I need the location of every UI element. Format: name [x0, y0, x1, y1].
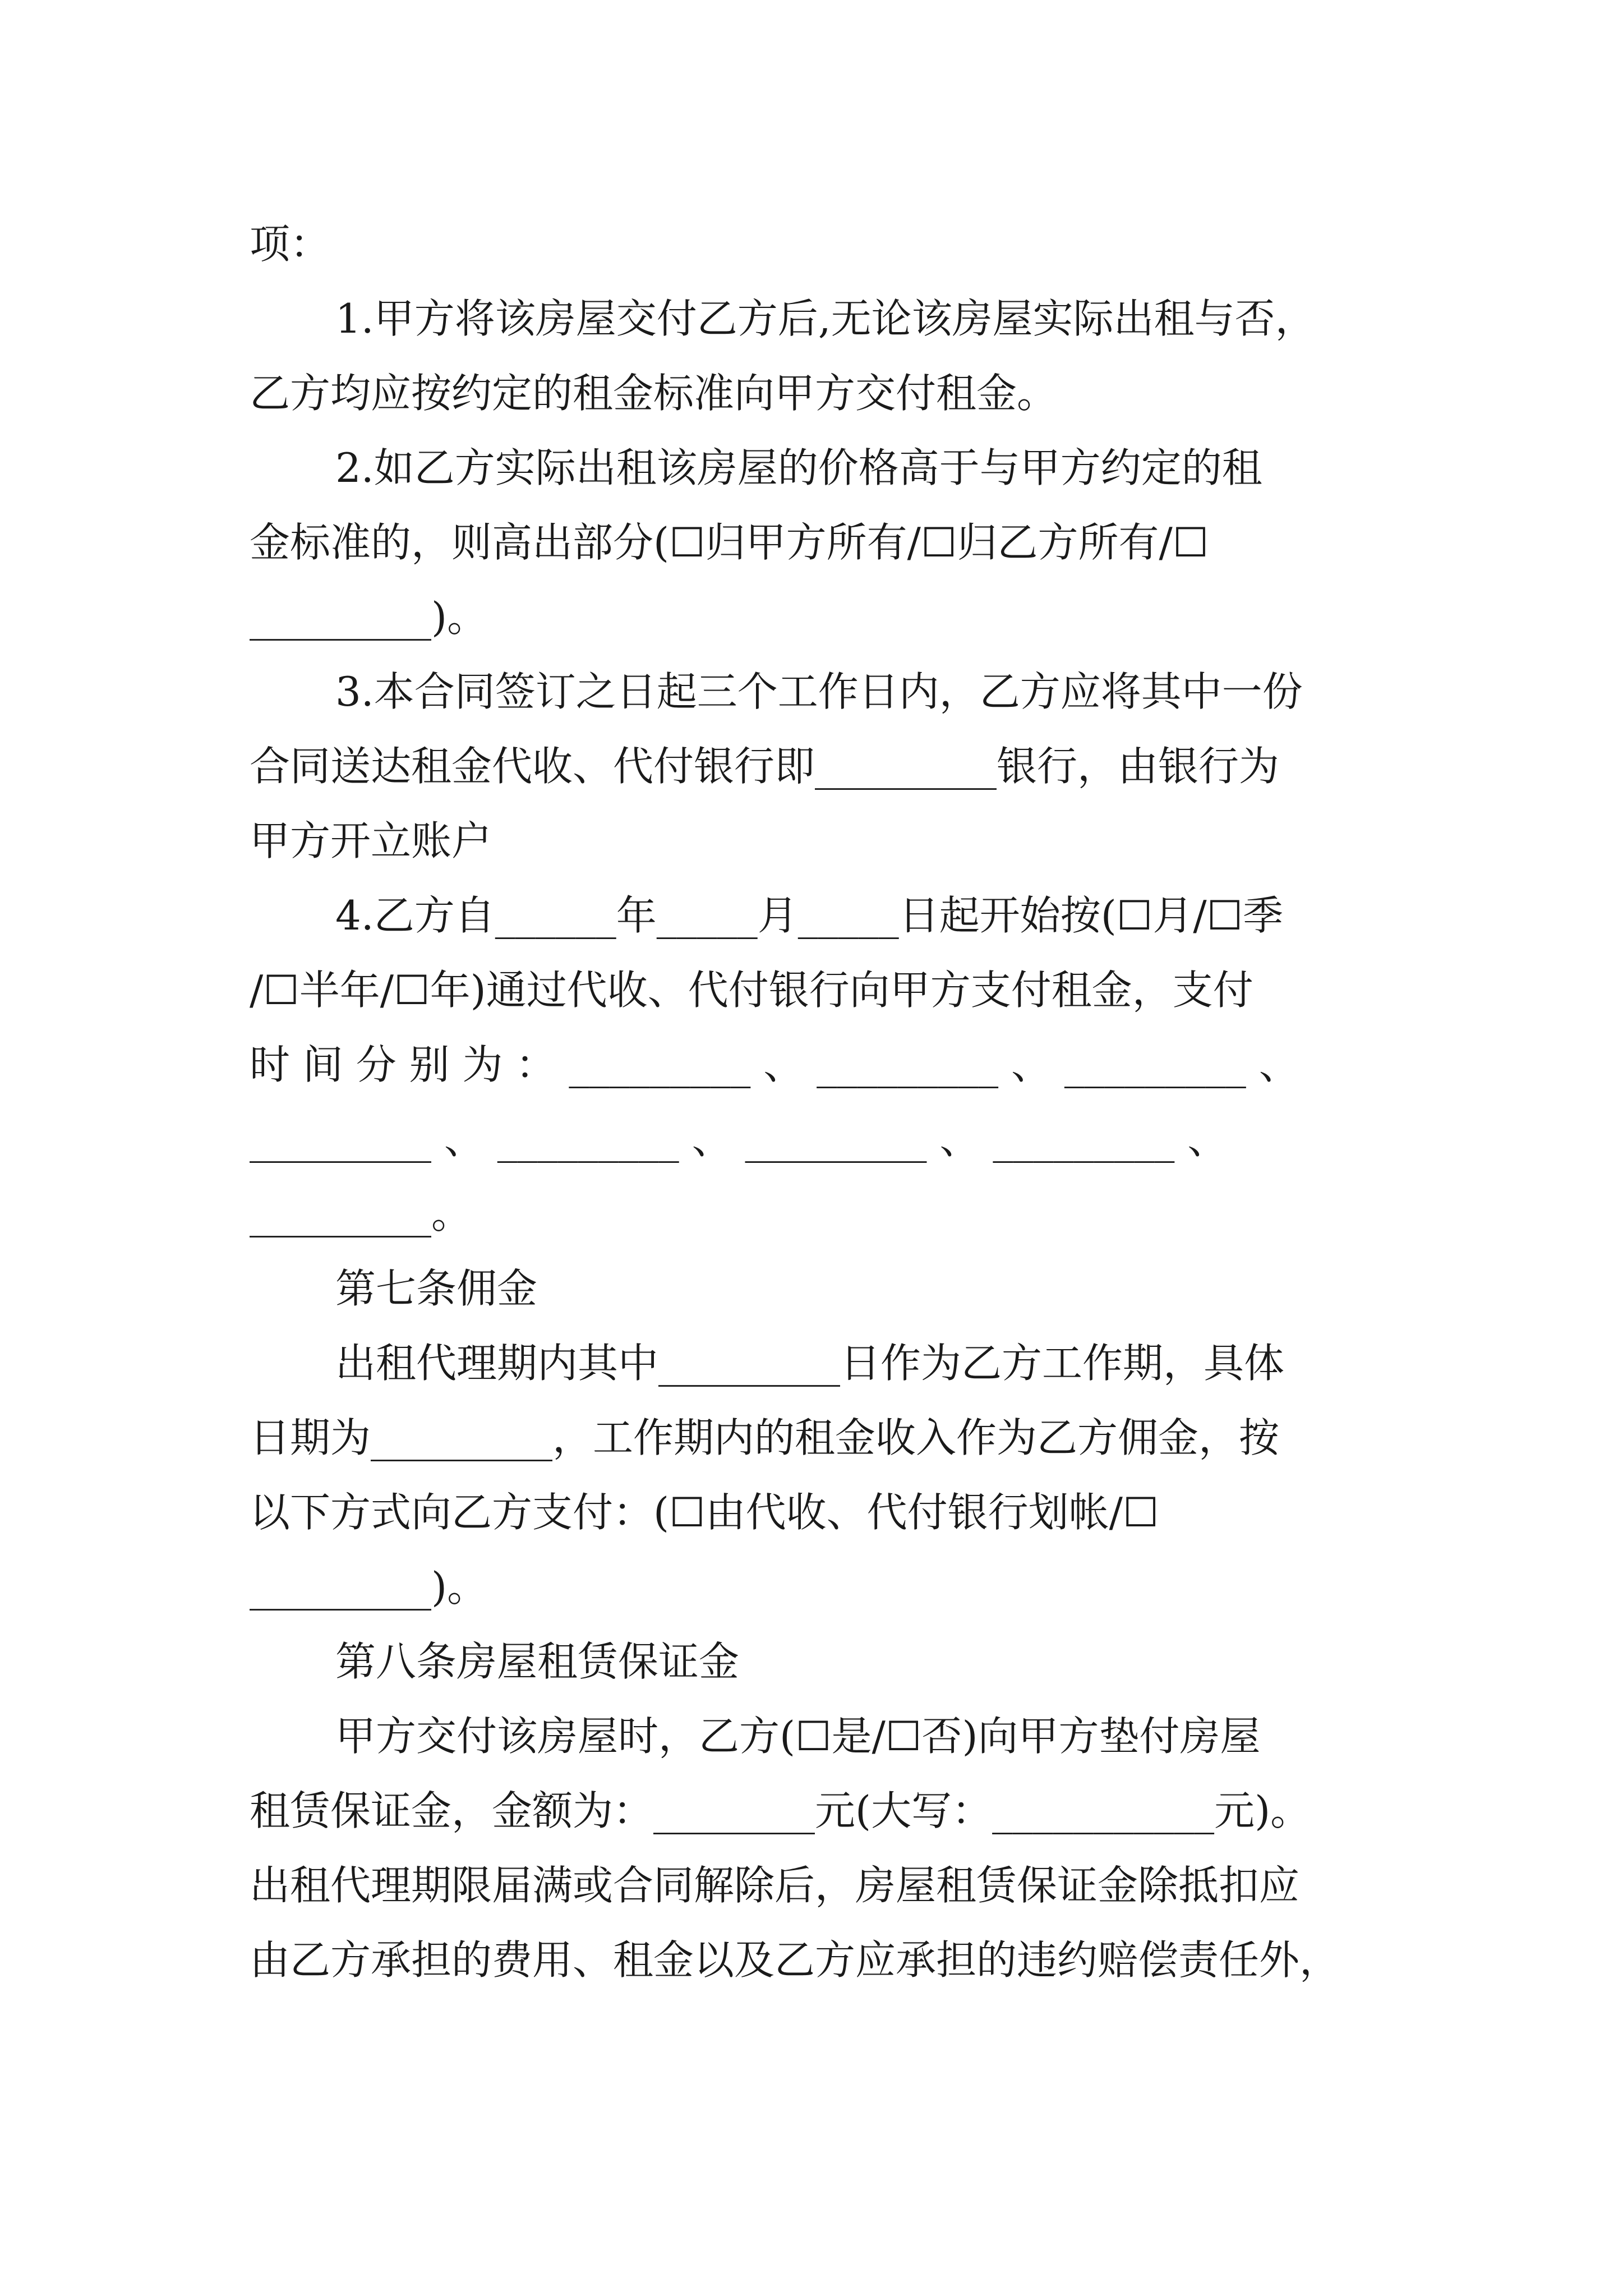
text-line: 甲方交付该房屋时，乙方(☐是/☐否)向甲方垫付房屋	[335, 1713, 1261, 1760]
section-heading: 第七条佣金	[335, 1265, 538, 1312]
text-line: _________)。	[250, 1563, 488, 1611]
text-line: 2.如乙方实际出租该房屋的价格高于与甲方约定的租	[335, 444, 1262, 491]
section-heading: 第八条房屋租赁保证金	[335, 1638, 740, 1685]
text-line: 金标准的，则高出部分(☐归甲方所有/☐归乙方所有/☐	[250, 519, 1209, 566]
text-line: 3.本合同签订之日起三个工作日内，乙方应将其中一份	[335, 668, 1303, 715]
text-line: 甲方开立账户	[250, 817, 492, 864]
text-line: 乙方均应按约定的租金标准向甲方交付租金。	[250, 370, 1058, 417]
text-line: 租赁保证金，金额为：________元(大写：___________元)。	[250, 1787, 1311, 1834]
text-line: 以下方式向乙方支付：(☐由代收、代付银行划帐/☐	[250, 1489, 1159, 1536]
text-line: 4.乙方自______年_____月_____日起开始按(☐月/☐季	[335, 892, 1284, 939]
text-line: 日期为_________，工作期内的租金收入作为乙方佣金，按	[250, 1414, 1280, 1461]
text-line: 项：	[250, 220, 331, 268]
text-line: 1.甲方将该房屋交付乙方后,无论该房屋实际出租与否，	[335, 295, 1316, 342]
text-line: 合同送达租金代收、代付银行即_________银行，由银行为	[250, 743, 1280, 790]
text-line: 时 间 分 别 为 ： _________ 、 _________ 、 _________ 、	[250, 1041, 1299, 1088]
text-line: 由乙方承担的费用、租金以及乙方应承担的违约赔偿责任外，	[250, 1936, 1340, 1984]
text-line: _________。	[250, 1190, 472, 1237]
text-line: _________)。	[250, 593, 488, 641]
text-line: _________ 、 _________ 、 _________ 、 _________ 、	[250, 1116, 1228, 1163]
text-line: 出租代理期内其中_________日作为乙方工作期，具体	[335, 1340, 1285, 1387]
text-line: 出租代理期限届满或合同解除后，房屋租赁保证金除抵扣应	[250, 1862, 1300, 1909]
text-line: /☐半年/☐年)通过代收、代付银行向甲方支付租金，支付	[250, 967, 1253, 1014]
